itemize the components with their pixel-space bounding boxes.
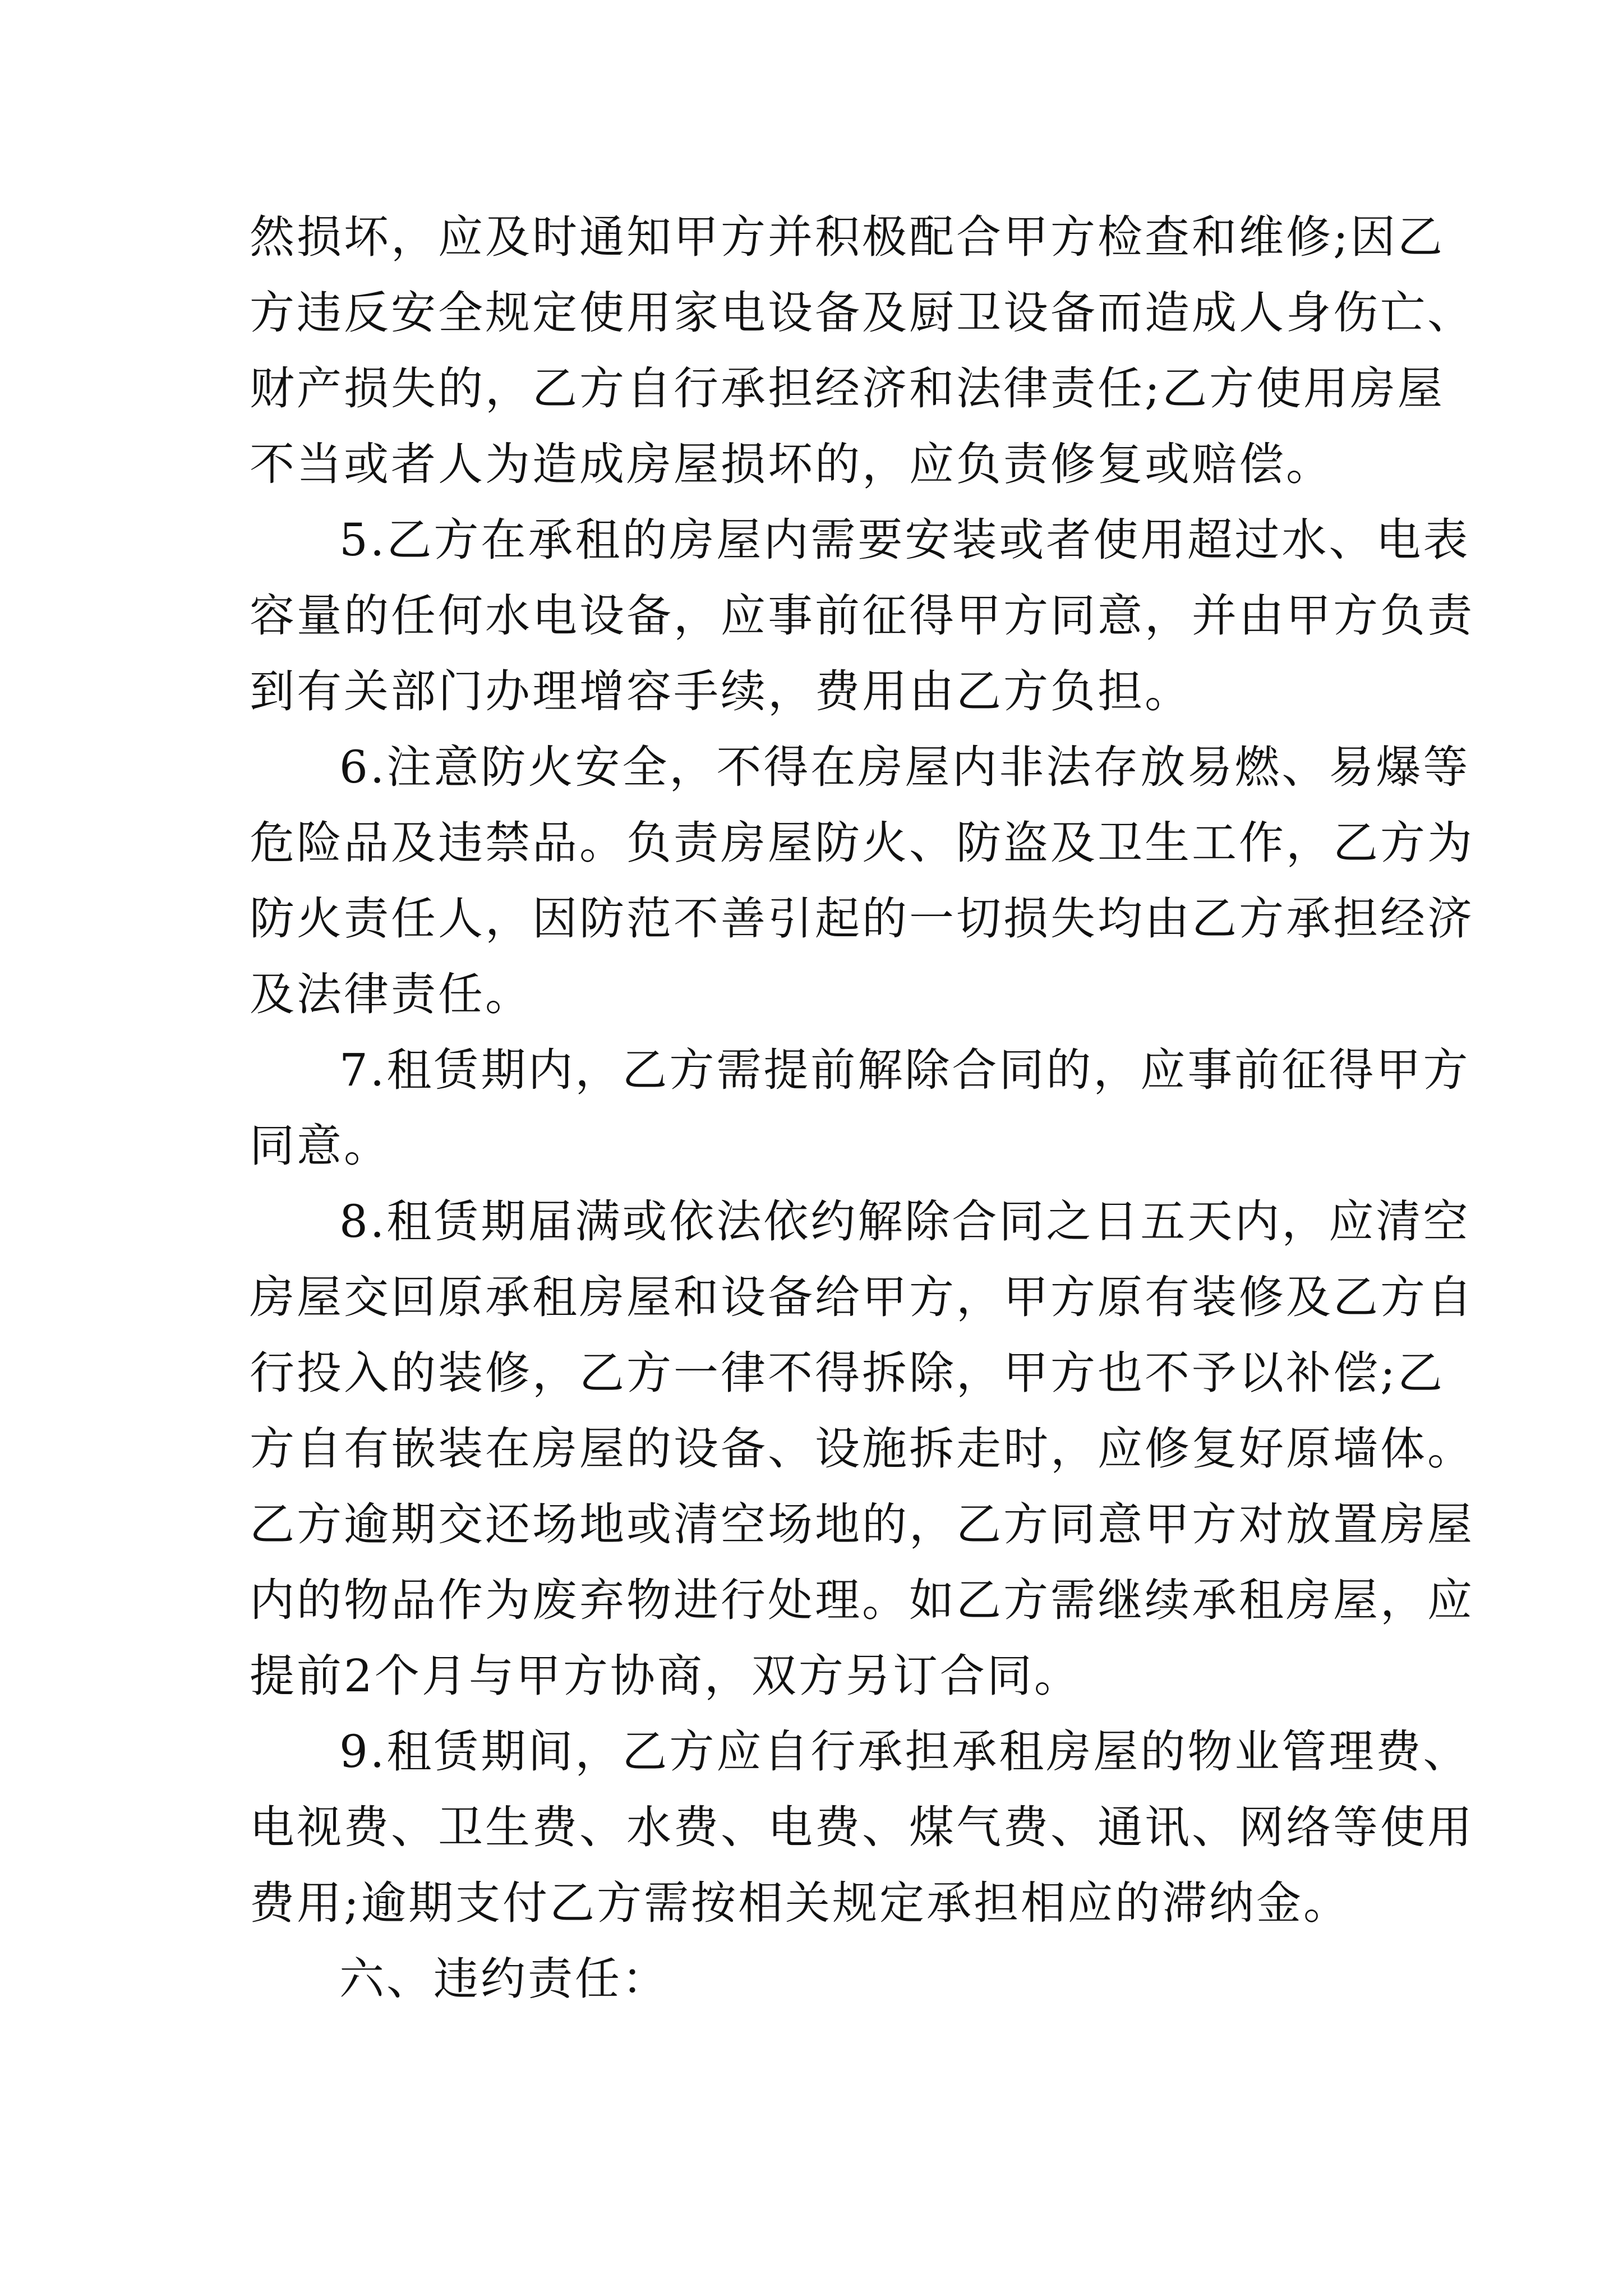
text-line: 方自有嵌装在房屋的设备、设施拆走时，应修复好原墙体。 <box>250 1423 1474 1475</box>
text-line: 防火责任人，因防范不善引起的一切损失均由乙方承担经济 <box>250 892 1474 945</box>
text-line: 危险品及违禁品。负责房屋防火、防盗及卫生工作，乙方为 <box>250 817 1474 869</box>
clause-6-first-line: 6.注意防火安全，不得在房屋内非法存放易燃、易爆等 <box>339 741 1470 793</box>
clause-9-first-line: 9.租赁期间，乙方应自行承担承租房屋的物业管理费、 <box>339 1726 1470 1778</box>
text-line: 同意。 <box>250 1120 391 1172</box>
text-line: 行投入的装修，乙方一律不得拆除，甲方也不予以补偿;乙 <box>250 1347 1445 1399</box>
document-body <box>250 199 1474 2017</box>
text-line: 电视费、卫生费、水费、电费、煤气费、通讯、网络等使用 <box>250 1801 1474 1853</box>
section-heading: 六、违约责任： <box>339 1953 669 2005</box>
text-line: 房屋交回原承租房屋和设备给甲方，甲方原有装修及乙方自 <box>250 1271 1474 1323</box>
text-line: 到有关部门办理增容手续，费用由乙方负担。 <box>250 665 1192 717</box>
clause-7-first-line: 7.租赁期内，乙方需提前解除合同的，应事前征得甲方 <box>339 1044 1470 1096</box>
text-line: 及法律责任。 <box>250 968 532 1020</box>
text-line: 不当或者人为造成房屋损坏的，应负责修复或赔偿。 <box>250 438 1333 490</box>
text-line: 乙方逾期交还场地或清空场地的，乙方同意甲方对放置房屋 <box>250 1498 1474 1550</box>
text-line: 方违反安全规定使用家电设备及厨卫设备而造成人身伤亡、 <box>250 287 1474 339</box>
text-line: 费用;逾期支付乙方需按相关规定承担相应的滞纳金。 <box>250 1877 1350 1929</box>
text-line: 然损坏，应及时通知甲方并积极配合甲方检查和维修;因乙 <box>250 211 1445 263</box>
clause-5-first-line: 5.乙方在承租的房屋内需要安装或者使用超过水、电表 <box>339 514 1470 566</box>
text-line: 财产损失的，乙方自行承担经济和法律责任;乙方使用房屋 <box>250 362 1445 415</box>
clause-8-first-line: 8.租赁期届满或依法依约解除合同之日五天内，应清空 <box>339 1195 1470 1248</box>
text-line: 内的物品作为废弃物进行处理。如乙方需继续承租房屋，应 <box>250 1574 1474 1626</box>
text-line: 容量的任何水电设备，应事前征得甲方同意，并由甲方负责 <box>250 590 1474 642</box>
text-line: 提前2个月与甲方协商，双方另订合同。 <box>250 1650 1081 1702</box>
